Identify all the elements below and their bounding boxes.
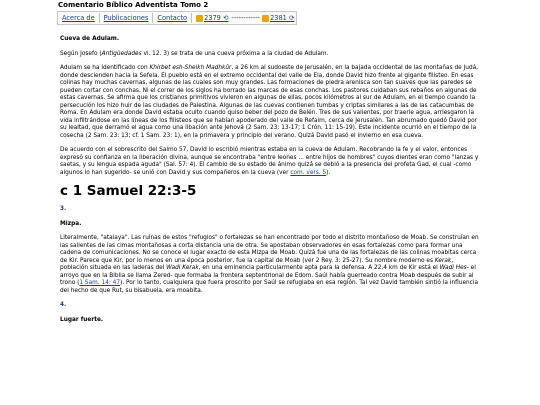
section-title-lugar: Lugar fuerte.	[60, 316, 104, 323]
site-title: Comentario Bíblico Adventista Tomo 2	[58, 1, 209, 9]
text: - el arroyo que en la Biblia se llama Zered- que formaba la frontera septentrional de Edom. Saúl había guerreado contra Moab después de subir al trono (	[60, 265, 476, 286]
text: ). Por lo tanto, cualquiera que fuera proscrito por Saúl se refugiaba en esa región. Tal vez David también sintió la influencia del hecho de que Rut, su bisabuela, era moabita.	[60, 280, 479, 294]
verse-number-3: 3.	[60, 206, 67, 212]
paragraph-mizpa	[60, 235, 482, 295]
next-page-icon[interactable]	[262, 15, 269, 22]
section-heading: c 1 Samuel 22:3-5	[60, 183, 197, 199]
text: , a 26 km al sudoeste de Jerusalén, en la bajada occidental de las montañas de Judá, donde descienden hacia la Sefela. El pueblo está en el extremo occidental del valle de Ela, donde David hizo frente al gigante filisteo. En esas colinas hay muchas cavernas, algunas de las cuales son muy grandes. Las formaciones de piedra arenisca son tan suaves que las paredes se pueden cortar con conchas. Ni el correr de los siglos ha borrado las marcas de esas conchas. Los pastores cuidaban sus rebaños en algunas de estas cavernas. Se afirma que los cristianos primitivos vivieron en algunas de ellas, pocos kilómetros al sur de Adulam, en el tiempo cuando la persecución los hizo huir de las ciudades de Palestina. Algunas de las cuevas contienen tumbas y criptas similares a las de las catacumbas de Roma. En Adulam era donde David estaba oculto cuando quiso beber del pozo de Belén. Tres de sus valientes, por traerle agua, arriesgaron la vida infiltrándose en las líneas de los filisteos que se habían apoderado del valle de Refaim, cerca de Jerusalén. Tan abrumado quedó David por su lealtad, que derramó el agua como una libación ante Jehová (2 Sam. 23: 13-17; 1 Crón. 11: 15-19). Este incidente ocurrió en el tiempo de la cosecha (2 Sam. 23: 13; cf. 1 Sam. 23: 1), en la primavera y principio del verano. Quizá David pasó el invierno en esa cueva.	[60, 65, 479, 139]
text: Adulam se ha identificado con	[60, 65, 150, 71]
paragraph-josefo	[60, 51, 482, 59]
verse-number-4: 4.	[60, 302, 67, 308]
main-content	[60, 36, 482, 324]
paragraph-adulam	[60, 65, 482, 140]
prev-page-icon[interactable]	[196, 15, 203, 22]
text: Según Josefo (	[60, 50, 102, 57]
text: , población situada en las laderas del	[60, 257, 454, 271]
nav-dashes: ------------	[231, 14, 261, 22]
text: , en una eminencia particularmente apta para la defensa. A 22,4 km de Kir está el	[198, 265, 440, 271]
text: De acuerdo con el sobrescrito del Salmo 57, David lo escribió mientras estaba en la cueva de Adulam. Recobrando la fe y el valor, entonces expresó su confianza en la liberación divina, aunque se encontraba "entre leones ... entre hijos de hombres" cuyos dientes eran como "lanzas y saetas, y su lengua espada aguda" (Sal. 57: 4). El cambio de su estado de ánimo quizá se debió a la presencia del profeta Gad, el cual -como algunos lo han sugerido- se unió con David y sus compañeros en la cueva (ver	[60, 147, 479, 176]
nav-acerca-de[interactable]: Acerca de	[62, 14, 95, 22]
section-title-mizpa: Mizpa.	[60, 220, 82, 227]
text: ).	[326, 169, 331, 176]
text-italic: Wadi Kerak	[166, 265, 199, 271]
top-nav	[57, 11, 297, 25]
text-italic: Khirbet esh-Sheikh Madhkûr	[149, 65, 232, 71]
text-italic: Wadi Hes	[439, 265, 467, 271]
nav-contacto[interactable]: Contacto	[157, 14, 188, 22]
cross-reference-link[interactable]: 1 Sam. 14: 47	[79, 280, 121, 286]
prev-page-link[interactable]: 2379 ⟲	[204, 14, 229, 22]
text-italic: Antigüedades	[101, 50, 142, 57]
nav-divider	[191, 13, 192, 23]
section-title-cueva: Cueva de Adulam.	[60, 36, 120, 42]
nav-publicaciones[interactable]: Publicaciones	[103, 14, 149, 22]
text-italic: Kerak	[434, 257, 452, 264]
next-page-link[interactable]: 2381 ⟳	[270, 14, 295, 22]
text: Literalmente, "atalaya". Las ruinas de estos "refugios" o fortalezas se han encontrado por todo el distrito montañoso de Moab. Se construían en las salientes de las cimas montañosas a corta distancia una de otra. Se apostaban observadores en esas fortalezas como para formar una cadena de comunicaciones. No se conoce el lugar exacto de esta Mizpa de Moab. Quizá fue una de las fortalezas de las colinas moabitas cerca de Kir. Parece que Kir, por lo menos en una época posterior, fue la capital de Moab (ver 2 Rey. 3: 25-27). Su nombre moderno es	[60, 235, 479, 264]
text: vi. 12. 3) se trata de una cueva próxima a la ciudad de Adulam.	[141, 50, 329, 57]
paragraph-salmo	[60, 147, 482, 177]
cross-reference-link[interactable]: com. vers. 5	[290, 169, 327, 176]
